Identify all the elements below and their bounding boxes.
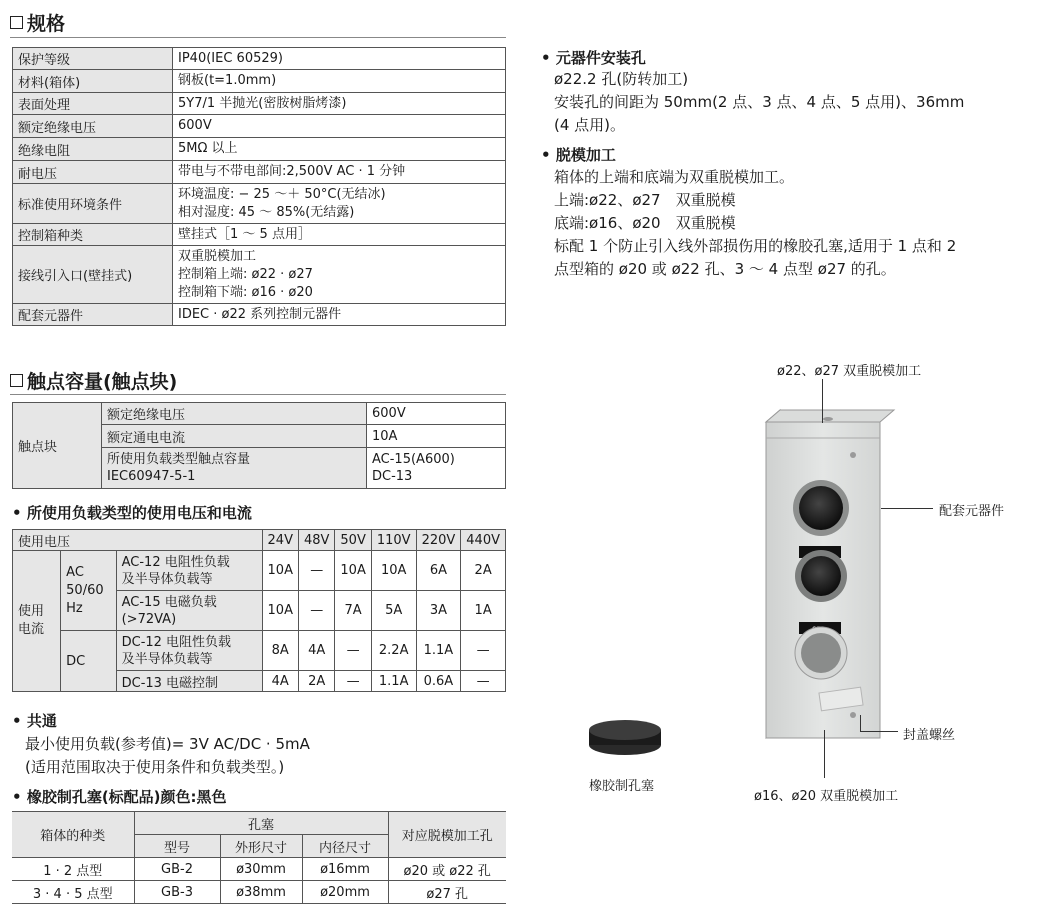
grommet-h-outer: 外形尺寸 xyxy=(220,835,302,858)
top-knockout-label: ø22、ø27 双重脱模加工 xyxy=(777,364,922,379)
spec-row xyxy=(13,224,506,246)
contact-title: 触点容量(触点块) xyxy=(27,371,178,393)
mount-line: ø22.2 孔(防转加工) xyxy=(554,70,689,88)
current-cell: 4A xyxy=(262,671,298,692)
current-cell: 2.2A xyxy=(371,631,416,671)
spec-label: 耐电压 xyxy=(13,161,173,184)
spec-row xyxy=(13,48,506,70)
current-cell: 0.6A xyxy=(416,671,461,692)
spec-label: 控制箱种类 xyxy=(13,224,173,246)
spec-row xyxy=(13,138,506,161)
dc-label: DC xyxy=(61,631,116,692)
common-line-2: (适用范围取决于使用条件和负载类型。) xyxy=(25,758,285,776)
spec-label: 标准使用环境条件 xyxy=(13,184,173,224)
load-type: DC-12 电阻性负载 及半导体负载等 xyxy=(116,631,262,671)
knockout-line: 点型箱的 ø20 或 ø22 孔、3 ～ 4 点型 ø27 的孔。 xyxy=(554,260,896,278)
current-cell: — xyxy=(298,551,334,591)
spec-value-line: IDEC · ø22 系列控制元器件 xyxy=(178,306,342,322)
grommet-h-inner: 内径尺寸 xyxy=(302,835,388,858)
spec-value-line: 双重脱模加工 xyxy=(178,248,257,264)
current-cell: 10A xyxy=(335,551,371,591)
voltage-header: 48V xyxy=(298,530,334,551)
grommet-inner: ø20mm xyxy=(302,881,388,904)
grommet-h-model: 型号 xyxy=(134,835,220,858)
contact-row-value: AC-15(A600) DC-13 xyxy=(367,448,506,489)
spec-row xyxy=(13,115,506,138)
knockout-title: • 脱模加工 xyxy=(541,144,616,165)
bottom-knockout-label: ø16、ø20 双重脱模加工 xyxy=(754,789,899,804)
grommet-outer: ø38mm xyxy=(220,881,302,904)
spec-heading xyxy=(10,9,65,36)
current-cell: — xyxy=(335,631,371,671)
grommet-h-hole: 对应脱模加工孔 xyxy=(388,812,506,858)
current-cell: 10A xyxy=(262,551,298,591)
spec-value xyxy=(173,138,506,161)
grommet-outer: ø30mm xyxy=(220,858,302,881)
current-cell: — xyxy=(461,671,506,692)
grommet-hole: ø20 或 ø22 孔 xyxy=(388,858,506,881)
contact-heading xyxy=(10,367,177,394)
load-corner: 使用电压 xyxy=(13,530,263,551)
heading-box-icon xyxy=(10,374,23,387)
grommet-table xyxy=(12,811,506,904)
current-cell: 3A xyxy=(416,591,461,631)
spec-label: 接线引入口(壁挂式) xyxy=(13,246,173,304)
grommet-title: • 橡胶制孔塞(标配品)颜色:黑色 xyxy=(12,786,227,807)
spec-row xyxy=(13,70,506,93)
spec-label: 表面处理 xyxy=(13,93,173,115)
current-cell: — xyxy=(335,671,371,692)
spec-title: 规格 xyxy=(27,13,66,35)
contact-group-label: 触点块 xyxy=(13,403,102,489)
voltage-header: 220V xyxy=(416,530,461,551)
knockout-line: 箱体的上端和底端为双重脱模加工。 xyxy=(554,168,795,186)
spec-value-line: 600V xyxy=(178,118,212,133)
contact-table xyxy=(12,402,506,489)
common-line-1: 最小使用负载(参考值)= 3V AC/DC · 5mA xyxy=(25,735,310,753)
spec-value-line: 相对湿度: 45 ～ 85%(无结露) xyxy=(178,204,355,220)
spec-value xyxy=(173,161,506,184)
grommet-box: 1 · 2 点型 xyxy=(12,858,134,881)
spec-label: 材料(箱体) xyxy=(13,70,173,93)
voltage-header: 110V xyxy=(371,530,416,551)
knockout-line: 上端:ø22、ø27 双重脱模 xyxy=(554,191,736,209)
spec-value xyxy=(173,70,506,93)
mount-title: • 元器件安装孔 xyxy=(541,47,646,68)
spec-value-line: 5Y7/1 半抛光(密胺树脂烤漆) xyxy=(178,95,347,111)
ac-label: AC 50/60 Hz xyxy=(61,551,116,631)
screw-label: 封盖螺丝 xyxy=(903,728,956,743)
voltage-header: 50V xyxy=(335,530,371,551)
grommet-label: 橡胶制孔塞 xyxy=(589,779,655,794)
spec-value-line: 钢板(t=1.0mm) xyxy=(178,73,277,88)
spec-row xyxy=(13,93,506,115)
spec-value xyxy=(173,93,506,115)
current-cell: 10A xyxy=(371,551,416,591)
knockout-line: 底端:ø16、ø20 双重脱模 xyxy=(554,214,736,232)
spec-value-line: 壁挂式［1 ～ 5 点用］ xyxy=(178,226,311,242)
load-type: AC-12 电阻性负载 及半导体负载等 xyxy=(116,551,262,591)
spec-value-line: 控制箱上端: ø22 · ø27 xyxy=(178,266,313,282)
mount-line: (4 点用)。 xyxy=(554,116,626,134)
current-cell: — xyxy=(461,631,506,671)
spec-row xyxy=(13,304,506,326)
contact-row-label: 额定绝缘电压 xyxy=(102,403,367,425)
spec-label: 绝缘电阻 xyxy=(13,138,173,161)
spec-value-line: 带电与不带电部间:2,500V AC · 1 分钟 xyxy=(178,164,406,179)
spec-row xyxy=(13,246,506,304)
current-cell: 7A xyxy=(335,591,371,631)
current-cell: 8A xyxy=(262,631,298,671)
spec-label: 配套元器件 xyxy=(13,304,173,326)
spec-label: 保护等级 xyxy=(13,48,173,70)
spec-table xyxy=(12,47,506,326)
component-label: 配套元器件 xyxy=(939,504,1005,519)
current-cell: 2A xyxy=(461,551,506,591)
current-cell: 10A xyxy=(262,591,298,631)
current-cell: 4A xyxy=(298,631,334,671)
current-cell: 2A xyxy=(298,671,334,692)
contact-row-value: 10A xyxy=(367,425,506,448)
load-type: DC-13 电磁控制 xyxy=(116,671,262,692)
spec-value-line: 环境温度: − 25 ～＋ 50°C(无结冰) xyxy=(178,186,386,202)
contact-row-label: 额定通电电流 xyxy=(102,425,367,448)
grommet-model: GB-3 xyxy=(134,881,220,904)
spec-row xyxy=(13,184,506,224)
current-cell: 1A xyxy=(461,591,506,631)
load-title: • 所使用负载类型的使用电压和电流 xyxy=(12,502,252,523)
contact-row-label: 所使用负载类型触点容量 IEC60947-5-1 xyxy=(102,448,367,489)
load-type: AC-15 电磁负载 (>72VA) xyxy=(116,591,262,631)
grommet-h-box: 箱体的种类 xyxy=(12,812,134,858)
load-table xyxy=(12,529,506,692)
current-cell: 1.1A xyxy=(371,671,416,692)
spec-value xyxy=(173,184,506,224)
spec-value xyxy=(173,48,506,70)
spec-value-line: 控制箱下端: ø16 · ø20 xyxy=(178,284,313,300)
spec-value xyxy=(173,304,506,326)
knockout-line: 标配 1 个防止引入线外部损伤用的橡胶孔塞,适用于 1 点和 2 xyxy=(554,237,957,255)
spec-value xyxy=(173,115,506,138)
spec-row xyxy=(13,161,506,184)
spec-value xyxy=(173,246,506,304)
common-title: • 共通 xyxy=(12,710,57,731)
heading-box-icon xyxy=(10,16,23,29)
grommet-hole: ø27 孔 xyxy=(388,881,506,904)
current-group-label: 使用 电流 xyxy=(13,551,61,692)
current-cell: — xyxy=(298,591,334,631)
current-cell: 1.1A xyxy=(416,631,461,671)
spec-value-line: IP40(IEC 60529) xyxy=(178,50,283,66)
mount-line: 安装孔的间距为 50mm(2 点、3 点、4 点、5 点用)、36mm xyxy=(554,93,965,111)
grommet-inner: ø16mm xyxy=(302,858,388,881)
spec-value xyxy=(173,224,506,246)
contact-row-value: 600V xyxy=(367,403,506,425)
grommet-h-plug: 孔塞 xyxy=(134,812,388,835)
spec-label: 额定绝缘电压 xyxy=(13,115,173,138)
voltage-header: 24V xyxy=(262,530,298,551)
current-cell: 6A xyxy=(416,551,461,591)
current-cell: 5A xyxy=(371,591,416,631)
grommet-model: GB-2 xyxy=(134,858,220,881)
spec-value-line: 5MΩ 以上 xyxy=(178,141,238,156)
grommet-box: 3 · 4 · 5 点型 xyxy=(12,881,134,904)
voltage-header: 440V xyxy=(461,530,506,551)
